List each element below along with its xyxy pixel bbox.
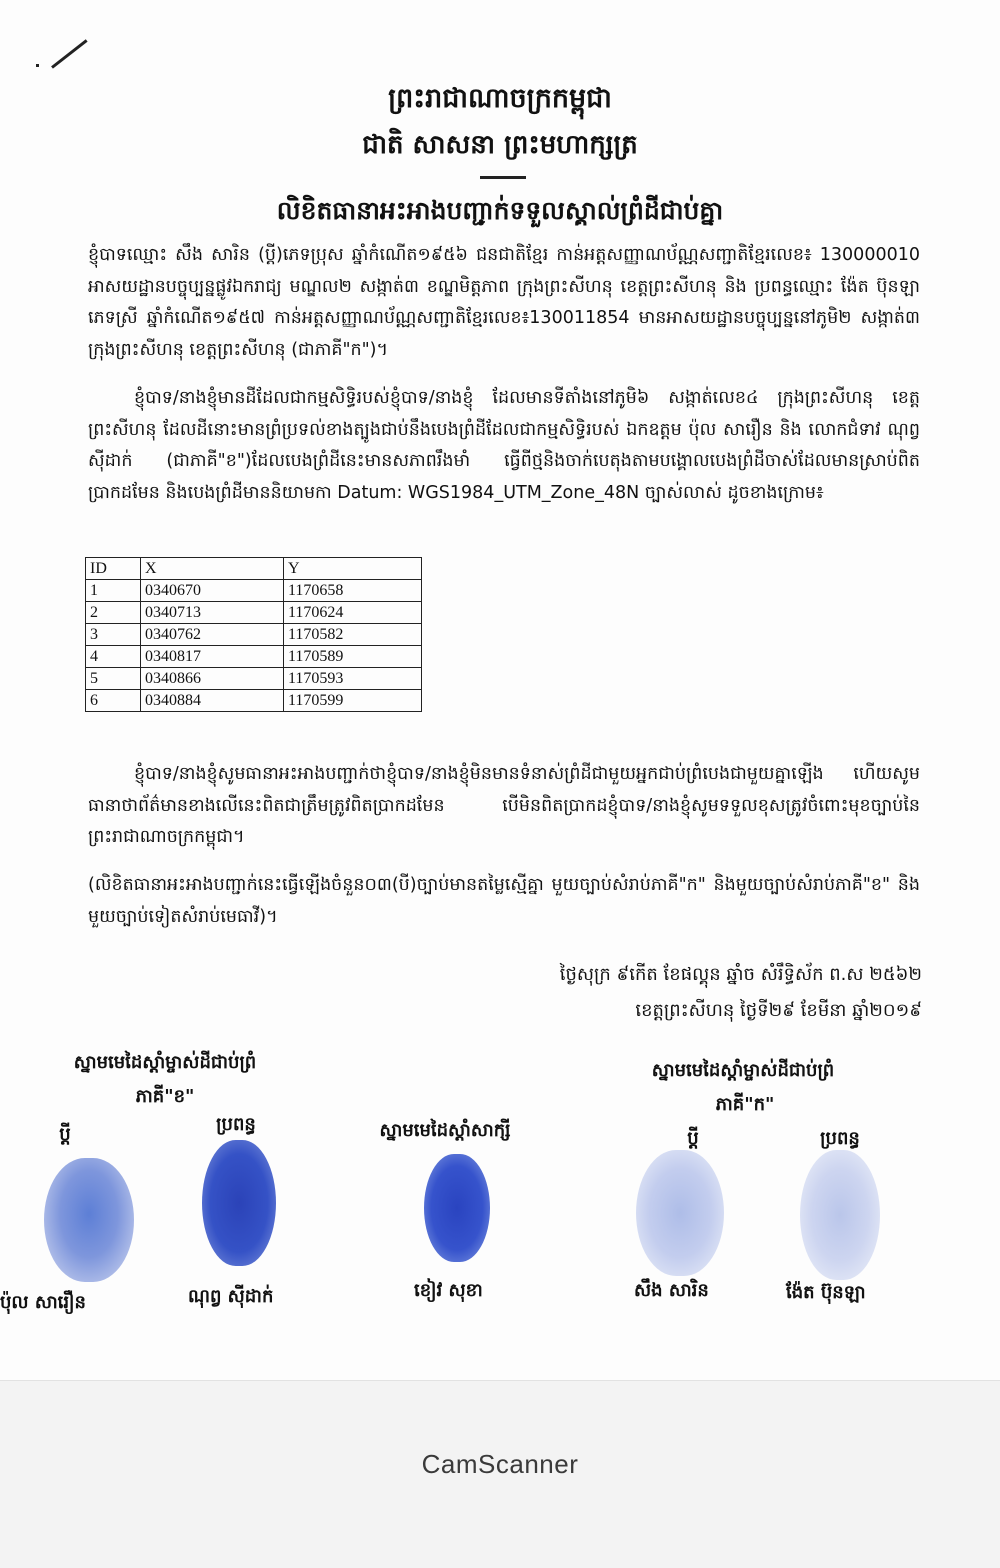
party-b-wife-label: ប្រពន្ធ [216, 1114, 256, 1135]
column-header-x: X [141, 558, 284, 580]
paragraph-copies: (លិខិតធានាអះអាងបញ្ជាក់នេះធ្វើឡើងចំនួន០៣(បី)ច្បាប់មានតម្លៃស្មើគ្នា មួយច្បាប់សំរាប់ភាគី"ក" និងមួយច្បាប់សំរាប់ភាគី"ខ" និងមួយច្បាប់ទៀតសំរាប់មេធាវី)។ [88, 875, 920, 927]
cell-id: 3 [86, 624, 141, 646]
cell-y: 1170593 [284, 668, 422, 690]
cell-id: 6 [86, 690, 141, 712]
cell-y: 1170599 [284, 690, 422, 712]
table-row [86, 668, 422, 690]
party-b-heading: ស្នាមមេដៃស្តាំម្ចាស់ដីជាប់ព្រំ [73, 1052, 257, 1073]
table-row [86, 580, 422, 602]
witness-name: ខៀវ សុខា [414, 1280, 483, 1301]
party-a-wife-thumbprint [800, 1150, 880, 1280]
cell-y: 1170624 [284, 602, 422, 624]
pen-mark [51, 39, 88, 68]
party-b-wife-thumbprint [202, 1140, 276, 1266]
motto: ជាតិ សាសនា ព្រះមហាក្សត្រ [362, 130, 638, 160]
date-place: ខេត្តព្រះសីហនុ ថ្ងៃទី២៩ ខែមីនា ឆ្នាំ២០១៩ [635, 1000, 922, 1021]
cell-x: 0340866 [141, 668, 284, 690]
party-b-husband-thumbprint [44, 1158, 134, 1282]
cell-y: 1170658 [284, 580, 422, 602]
date-lunar: ថ្ងៃសុក្រ ៩កេីត ខែផល្គុន ឆ្នាំច សំរឹទ្ធិស័ក ព.ស ២៥៦២ [559, 964, 922, 985]
camscanner-watermark: CamScanner [421, 1449, 579, 1479]
paragraph-parties: ខ្ញុំបាទឈ្មោះ សឹង សារិន (ប្តី)ភេទប្រុស ឆ្នាំកំណើត១៩៥៦ ជនជាតិខ្មែរ កាន់អត្តសញ្ញាណប័ណ្ណសញ្ជាតិខ្មែរលេខ៖ 130000010 អាសយដ្ឋានបច្ចុប្បន្នផ្លូវឯករាជ្យ មណ្ឌល២ សង្កាត់៣ ខណ្ឌមិត្តភាព ក្រុងព្រះសីហនុ ខេត្តព្រះសីហនុ និង ប្រពន្ធឈ្មោះ ង៉ែត ប៊ុនឡា ភេទស្រី ឆ្នាំកំណើត១៩៥៧ កាន់អត្តសញ្ញាណប័ណ្ណសញ្ជាតិខ្មែរលេខ៖130011854 មានអាសយដ្ឋានបច្ចុប្បន្ននៅភូមិ២ សង្កាត់៣ ក្រុងព្រះសីហនុ ខេត្តព្រះសីហនុ (ជាភាគី"ក")។ [88, 245, 920, 360]
coordinates-table [85, 557, 422, 712]
party-b-label: ភាគី"ខ" [135, 1086, 195, 1107]
kingdom-title: ព្រះរាជាណាចក្រកម្ពុជា [388, 83, 612, 114]
pen-dot [36, 64, 39, 67]
cell-y: 1170589 [284, 646, 422, 668]
cell-id: 4 [86, 646, 141, 668]
party-b-wife-name: ណុព្វ ស៊ីដាក់ [188, 1286, 274, 1307]
column-header-id: ID [86, 558, 141, 580]
party-b-husband-name: ប៉ុល សារឿន [0, 1292, 86, 1313]
paragraph-land-text: ខ្ញុំបាទ/នាងខ្ញុំមានដីដែលជាកម្មសិទ្ធិរបស់ខ្ញុំបាទ/នាងខ្ញុំ ដែលមានទីតាំងនៅភូមិ៦ សង្កាត់លេខ៤ ក្រុងព្រះសីហនុ ខេត្តព្រះសីហនុ ដែលដីនោះមានព្រំប្រទល់ខាងត្បូងជាប់នឹងបេងព្រំដីដែលជាកម្មសិទ្ធិរបស់ ឯកឧត្តម ប៉ុល សារឿន និង លោកជំទាវ ណុព្វ ស៊ីដាក់ (ជាភាគី"ខ")ដែលបេងព្រំដីនេះមានសភាពរឹងមាំ ធ្វើពីថ្មនិងចាក់បេតុងតាមបង្គោលបេងព្រំដីចាស់ដែលមានស្រាប់ពិតប្រាកដមែន និងបេងព្រំដីមាននិយាមកា Datum: WGS1984_UTM_Zone_48N ច្បាស់លាស់ ដូចខាងក្រោម៖ [88, 388, 920, 503]
cell-x: 0340670 [141, 580, 284, 602]
table-row [86, 646, 422, 668]
scanner-footer [0, 1380, 1000, 1568]
party-a-husband-thumbprint [636, 1150, 724, 1276]
party-a-label: ភាគី"ក" [715, 1094, 775, 1115]
party-a-heading: ស្នាមមេដៃស្តាំម្ចាស់ដីជាប់ព្រំ [651, 1060, 835, 1081]
cell-x: 0340817 [141, 646, 284, 668]
party-a-husband-label: ប្តី [687, 1128, 699, 1149]
cell-x: 0340884 [141, 690, 284, 712]
paragraph-land [88, 383, 920, 509]
party-b-husband-label: ប្តី [59, 1124, 71, 1145]
column-header-y: Y [284, 558, 422, 580]
cell-id: 1 [86, 580, 141, 602]
cell-y: 1170582 [284, 624, 422, 646]
party-a-husband-name: សឹង សារិន [634, 1280, 709, 1301]
paragraph-guarantee [88, 759, 920, 854]
paragraph-guarantee-text: ខ្ញុំបាទ/នាងខ្ញុំសូមធានាអះអាងបញ្ជាក់ថាខ្ញុំបាទ/នាងខ្ញុំមិនមានទំនាស់ព្រំដីជាមួយអ្នកជាប់ព្រំបេងជាមួយគ្នាឡើង ហើយសូមធានាថាព័ត៌មានខាងលើនេះពិតជាត្រឹមត្រូវពិតប្រាកដមែន បើមិនពិតប្រាកដខ្ញុំបាទ/នាងខ្ញុំសូមទទួលខុសត្រូវចំពោះមុខច្បាប់នៃព្រះរាជាណាចក្រកម្ពុជា។ [88, 764, 920, 847]
title-divider [480, 176, 526, 179]
party-a-wife-label: ប្រពន្ធ [820, 1128, 860, 1149]
table-row [86, 624, 422, 646]
document-title: លិខិតធានាអះអាងបញ្ជាក់ទទួលស្គាល់ព្រំដីជាប់គ្នា [276, 196, 724, 225]
witness-heading: ស្នាមមេដៃស្តាំសាក្សី [379, 1120, 511, 1141]
cell-id: 2 [86, 602, 141, 624]
table-header-row [86, 558, 422, 580]
cell-x: 0340762 [141, 624, 284, 646]
party-a-wife-name: ង៉ែត ប៊ុនឡា [786, 1282, 866, 1303]
cell-x: 0340713 [141, 602, 284, 624]
witness-thumbprint [424, 1154, 490, 1262]
cell-id: 5 [86, 668, 141, 690]
table-row [86, 690, 422, 712]
table-row [86, 602, 422, 624]
